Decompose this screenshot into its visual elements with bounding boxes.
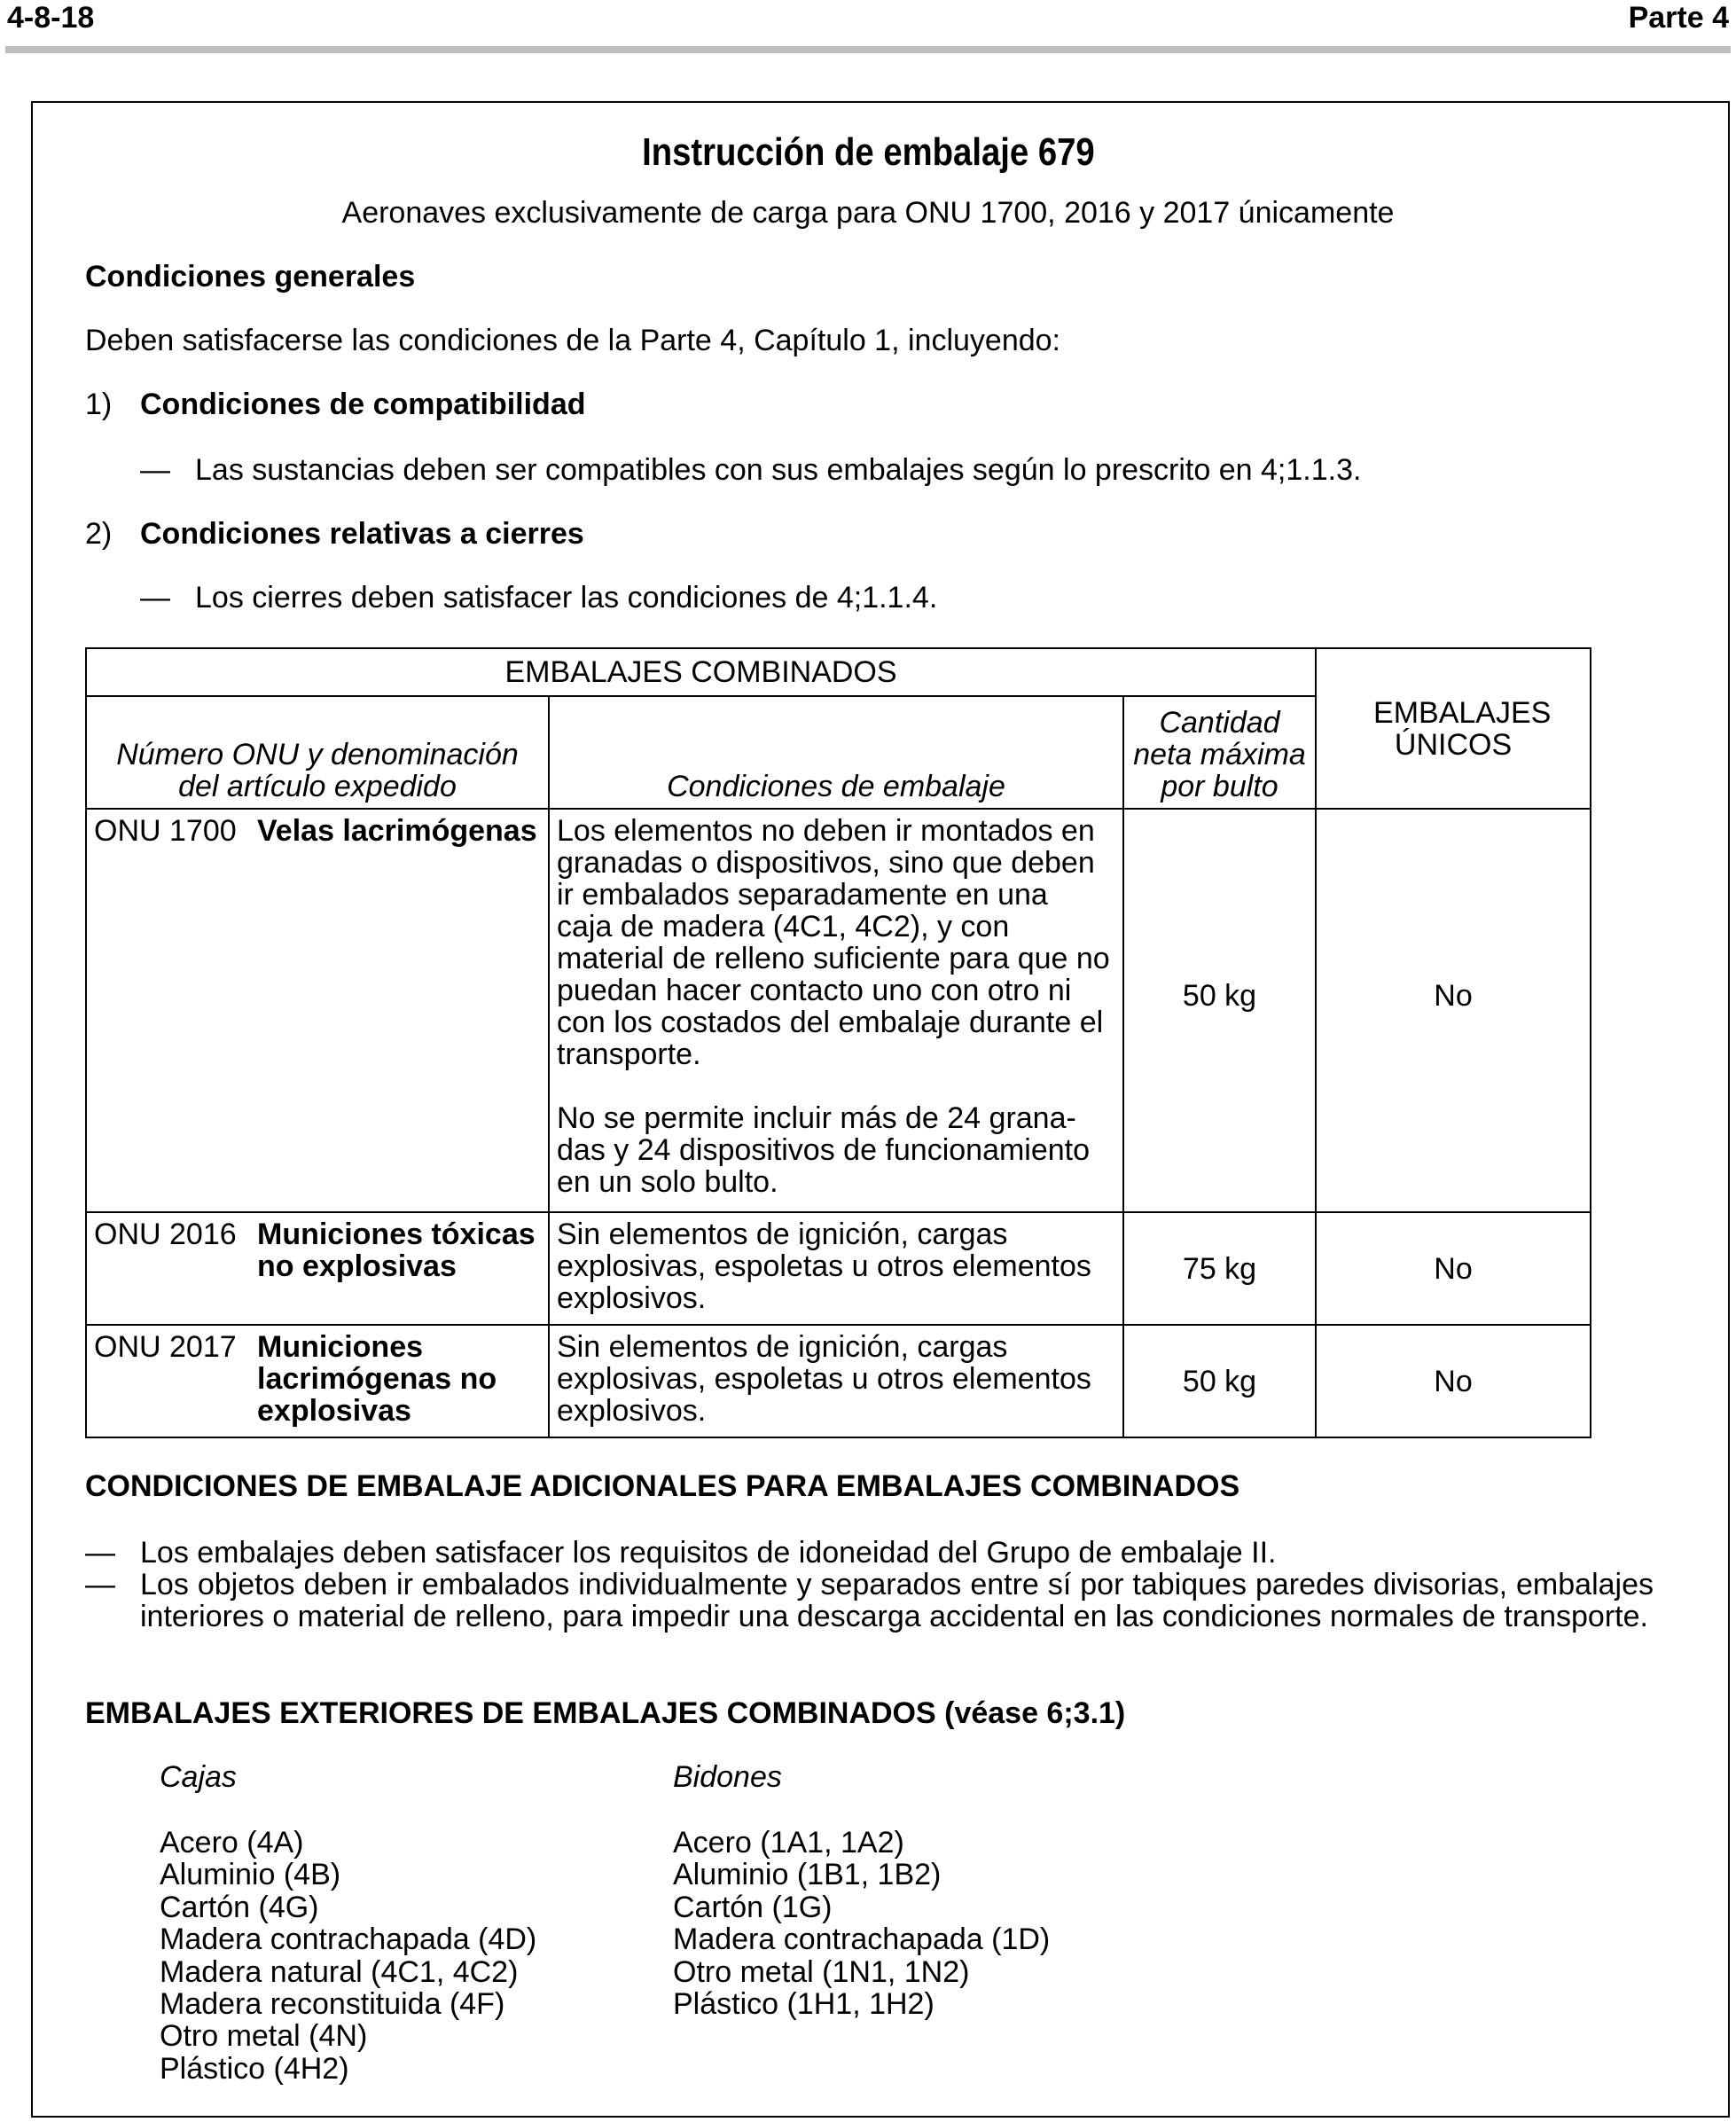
item-text: Los cierres deben satisfacer las condiciones de 4;1.1.4. bbox=[195, 581, 938, 615]
drums-title: Bidones bbox=[673, 1760, 782, 1794]
additional-conditions-heading: CONDICIONES DE EMBALAJE ADICIONALES PARA EMBALAJES COMBINADOS bbox=[85, 1469, 1240, 1503]
general-intro: Deben satisfacerse las condiciones de la Parte 4, Capítulo 1, incluyendo: bbox=[85, 324, 1060, 357]
combined-packagings-header: EMBALAJES COMBINADOS bbox=[86, 648, 1316, 696]
single-packagings-header: EMBALAJES ÚNICOS bbox=[1316, 648, 1591, 809]
condition-item-1-text bbox=[140, 454, 1361, 486]
list-item: Plástico (4H2) bbox=[160, 2051, 349, 2086]
page-number: 4-8-18 bbox=[7, 1, 95, 35]
part-label: Parte 4 bbox=[1628, 1, 1729, 35]
un-cell bbox=[86, 809, 549, 1212]
un-cell bbox=[86, 1212, 549, 1325]
list-item: Otro metal (4N) bbox=[160, 2019, 368, 2054]
dash-bullet: — bbox=[85, 1568, 115, 1601]
additional-condition-2: Los objetos deben ir embalados individualmente y separados entre sí por tabiques paredes divisorias, embalajes interiores o material de relleno, para impedir una descarga accidental en las condiciones normales de transporte. bbox=[140, 1568, 1654, 1633]
table-row bbox=[86, 1212, 1591, 1325]
list-item: Otro metal (1N1, 1N2) bbox=[673, 1954, 970, 1989]
un-cell bbox=[86, 1325, 549, 1437]
table-row bbox=[86, 1325, 1591, 1437]
list-item: Aluminio (4B) bbox=[160, 1858, 341, 1892]
page-title: Instrucción de embalaje 679 bbox=[642, 130, 1095, 174]
un-number: ONU 2017 bbox=[94, 1330, 237, 1364]
list-item: Madera contrachapada (4D) bbox=[160, 1922, 537, 1957]
conditions-cell: Sin elementos de ignición, cargas explosivas, espoletas u otros elementos explosivos. bbox=[549, 1325, 1123, 1437]
header-rule bbox=[5, 46, 1731, 53]
dash-bullet: — bbox=[140, 453, 170, 487]
article-name: Municiones tóxicas no explosivas bbox=[257, 1218, 536, 1283]
article-name: Municiones lacrimógenas no explosivas bbox=[257, 1330, 497, 1428]
quantity-cell: 50 kg bbox=[1123, 809, 1316, 1212]
conditions-cell: Sin elementos de ignición, cargas explosivas, espoletas u otros elementos explosivos. bbox=[549, 1212, 1123, 1325]
packing-conditions-column-header: Condiciones de embalaje bbox=[549, 696, 1123, 809]
additional-condition-1: Los embalajes deben satisfacer los requisitos de idoneidad del Grupo de embalaje II. bbox=[140, 1536, 1277, 1570]
quantity-cell: 75 kg bbox=[1123, 1212, 1316, 1325]
list-item: Cartón (4G) bbox=[160, 1890, 319, 1924]
list-item: Aluminio (1B1, 1B2) bbox=[673, 1858, 942, 1892]
article-name: Velas lacrimógenas bbox=[257, 814, 537, 848]
list-item: Cartón (1G) bbox=[673, 1890, 833, 1924]
boxes-list bbox=[160, 1827, 536, 2085]
conditions-cell: Los elementos no deben ir montados en granadas o dispositivos, sino que deben ir embalados separadamente en una caja de madera (4C1, 4C2), y con material de relleno suficiente para que no puedan hacer contacto uno con otro ni con los costados del embalaje durante el transporte. No se permite incluir más de 24 grana- das y 24 dispositivos de funcionamiento en un solo bulto. bbox=[549, 809, 1123, 1212]
drums-list bbox=[673, 1827, 1050, 2020]
single-packaging-cell: No bbox=[1316, 1325, 1591, 1437]
item-number: 1) bbox=[85, 388, 113, 421]
packing-table bbox=[85, 647, 1591, 1438]
page-subtitle: Aeronaves exclusivamente de carga para ONU 1700, 2016 y 2017 únicamente bbox=[341, 196, 1395, 230]
item-heading: Condiciones de compatibilidad bbox=[140, 388, 586, 421]
dash-bullet: — bbox=[140, 581, 170, 615]
un-number-column-header: Número ONU y denominación del artículo expedido bbox=[86, 696, 549, 809]
general-heading: Condiciones generales bbox=[85, 260, 416, 294]
item-text: Las sustancias deben ser compatibles con sus embalajes según lo prescrito en 4;1.1.3. bbox=[195, 453, 1362, 487]
item-number: 2) bbox=[85, 517, 113, 551]
list-item: Madera reconstituida (4F) bbox=[160, 1986, 505, 2021]
single-packaging-cell: No bbox=[1316, 1212, 1591, 1325]
item-heading: Condiciones relativas a cierres bbox=[140, 517, 584, 551]
condition-item-2-text bbox=[140, 582, 937, 614]
boxes-title: Cajas bbox=[160, 1760, 237, 1794]
list-item: Madera contrachapada (1D) bbox=[673, 1922, 1051, 1957]
quantity-cell: 50 kg bbox=[1123, 1325, 1316, 1437]
list-item: Acero (4A) bbox=[160, 1826, 304, 1860]
single-packaging-cell: No bbox=[1316, 809, 1591, 1212]
un-number: ONU 1700 bbox=[94, 814, 237, 848]
max-quantity-column-header: Cantidad neta máxima por bulto bbox=[1123, 696, 1316, 809]
dash-bullet: — bbox=[85, 1536, 115, 1570]
outer-packagings-heading: EMBALAJES EXTERIORES DE EMBALAJES COMBINADOS (véase 6;3.1) bbox=[85, 1696, 1126, 1730]
condition-item-2 bbox=[85, 518, 584, 550]
list-item: Plástico (1H1, 1H2) bbox=[673, 1986, 934, 2021]
condition-item-1 bbox=[85, 388, 586, 420]
table-row bbox=[86, 809, 1591, 1212]
list-item: Madera natural (4C1, 4C2) bbox=[160, 1954, 519, 1989]
list-item: Acero (1A1, 1A2) bbox=[673, 1826, 904, 1860]
un-number: ONU 2016 bbox=[94, 1218, 237, 1251]
